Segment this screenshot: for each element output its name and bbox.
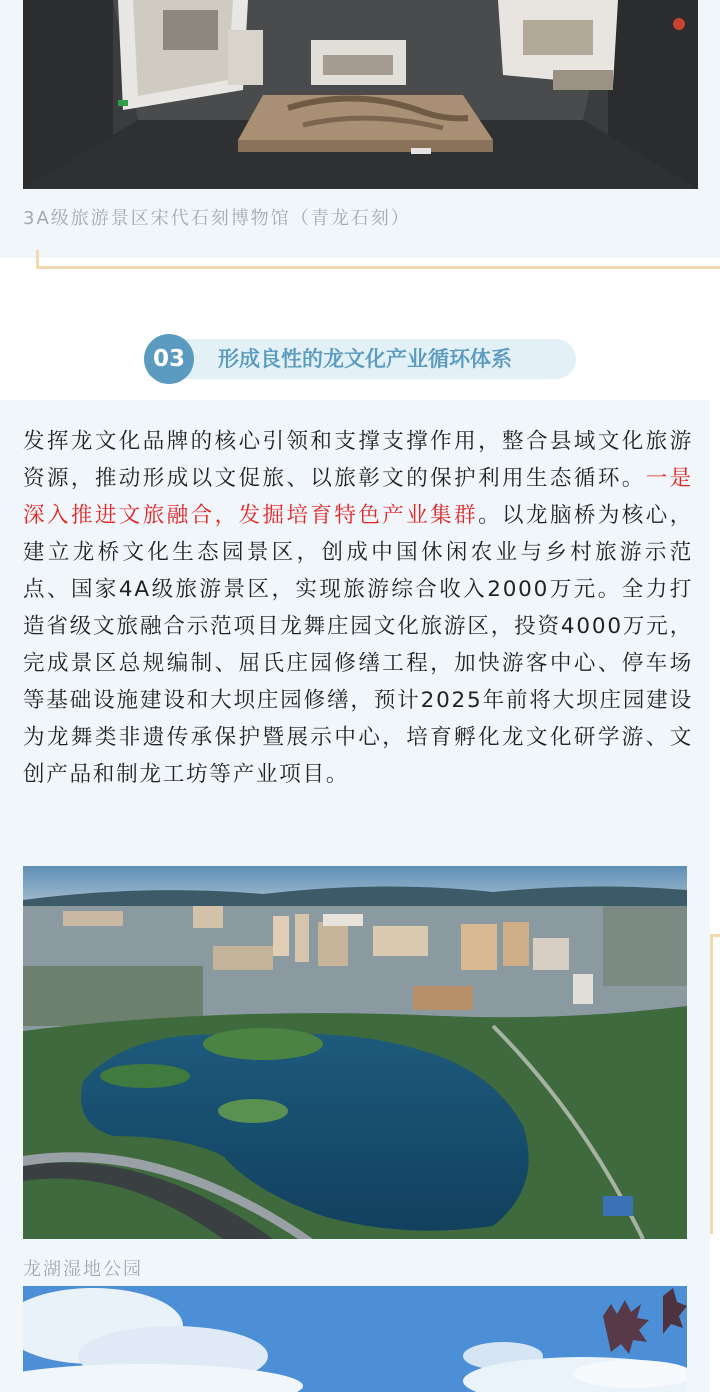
paragraph-text: 。以龙脑桥为核心，建立龙桥文化生态园景区，创成中国休闲农业与乡村旅游示范点、国家4A级旅游景区，实现旅游综合收入2000万元。全力打造省级文旅融合示范项目龙舞庄园文化旅游区，投资4000万元，完成景区总规编制、屈氏庄园修缮工程，加快游客中心、停车场等基础设施建设和大坝庄园修缮，预计2025年前将大坝庄园建设为龙舞类非遗传承保护暨展示中心，培育孵化龙文化研学游、文创产品和制龙工坊等产业项目。 <box>23 503 694 787</box>
decorative-line <box>36 266 720 269</box>
section-title: 形成良性的龙文化产业循环体系 <box>218 347 512 371</box>
decorative-line <box>710 934 713 1234</box>
sky-landscape-photo[interactable] <box>23 1286 687 1392</box>
museum-photo-caption: 3A级旅游景区宋代石刻博物馆（青龙石刻） <box>23 208 411 229</box>
section-header <box>144 334 576 384</box>
article-paragraph <box>23 423 693 793</box>
highlighted-text: 一是深入推进文旅融合，发掘培育特色产业集群 <box>23 466 693 528</box>
museum-photo[interactable] <box>23 0 698 189</box>
lake-photo-caption: 龙湖湿地公园 <box>23 1259 143 1280</box>
lake-wetland-photo[interactable] <box>23 866 687 1239</box>
paragraph-text: 发挥龙文化品牌的核心引领和支撑支撑作用，整合县域文化旅游资源，推动形成以文促旅、以旅彰文的保护利用生态循环。 <box>23 429 693 491</box>
section-number-badge: 03 <box>144 334 194 384</box>
